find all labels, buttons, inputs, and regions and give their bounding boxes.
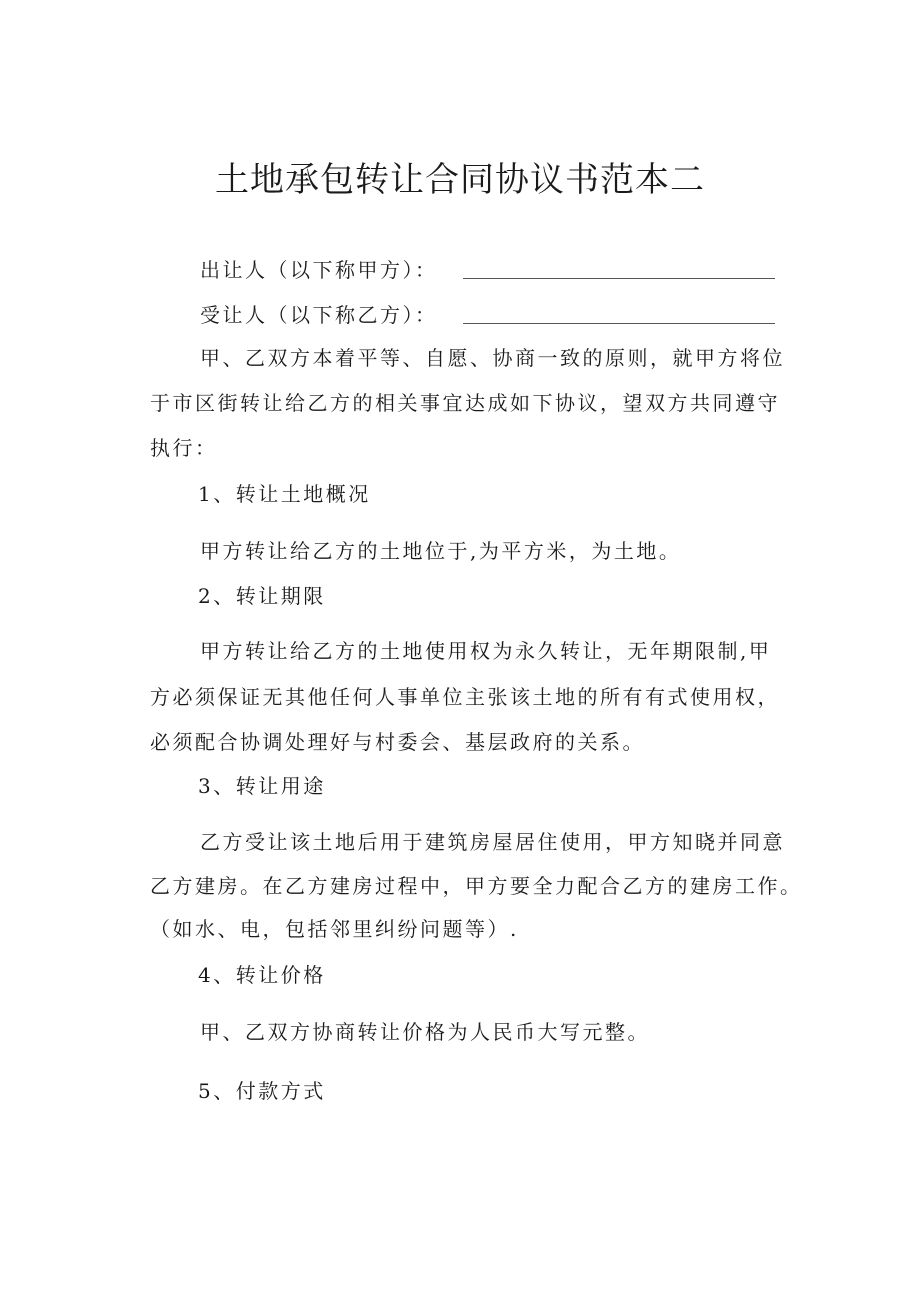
intro-line-3: 执行： xyxy=(150,436,218,460)
section-5-heading: 5、付款方式 xyxy=(198,1079,326,1103)
section-2-line-2: 方必须保证无其他任何人事单位主张该土地的所有有式使用权， xyxy=(150,685,780,709)
intro-line-2: 于市区街转让给乙方的相关事宜达成如下协议，望双方共同遵守 xyxy=(150,391,780,415)
section-2-line-1: 甲方转让给乙方的土地使用权为永久转让，无年期限制,甲 xyxy=(200,639,772,663)
document-title: 土地承包转让合同协议书范本二 xyxy=(215,160,705,200)
section-3-line-2: 乙方建房。在乙方建房过程中，甲方要全力配合乙方的建房工作。 xyxy=(150,874,803,898)
transferor-label: 出让人（以下称甲方）： xyxy=(200,258,438,282)
section-3-heading: 3、转让用途 xyxy=(198,774,326,798)
section-1-heading: 1、转让土地概况 xyxy=(198,482,371,506)
intro-line-1: 甲、乙双方本着平等、自愿、协商一致的原则，就甲方将位 xyxy=(200,346,785,370)
section-3-line-3: （如水、电，包括邻里纠纷问题等）. xyxy=(150,917,519,941)
section-4-line-1: 甲、乙双方协商转让价格为人民币大写元整。 xyxy=(200,1020,650,1044)
section-2-heading: 2、转让期限 xyxy=(198,584,326,608)
transferee-label: 受让人（以下称乙方）： xyxy=(200,303,438,327)
section-2-line-3: 必须配合协调处理好与村委会、基层政府的关系。 xyxy=(150,730,645,754)
section-3-line-1: 乙方受让该土地后用于建筑房屋居住使用，甲方知晓并同意 xyxy=(200,830,785,854)
transferee-blank-field[interactable] xyxy=(463,323,775,324)
section-1-line-1: 甲方转让给乙方的土地位于,为平方米，为土地。 xyxy=(200,539,682,563)
transferor-blank-field[interactable] xyxy=(463,278,775,279)
section-4-heading: 4、转让价格 xyxy=(198,963,326,987)
